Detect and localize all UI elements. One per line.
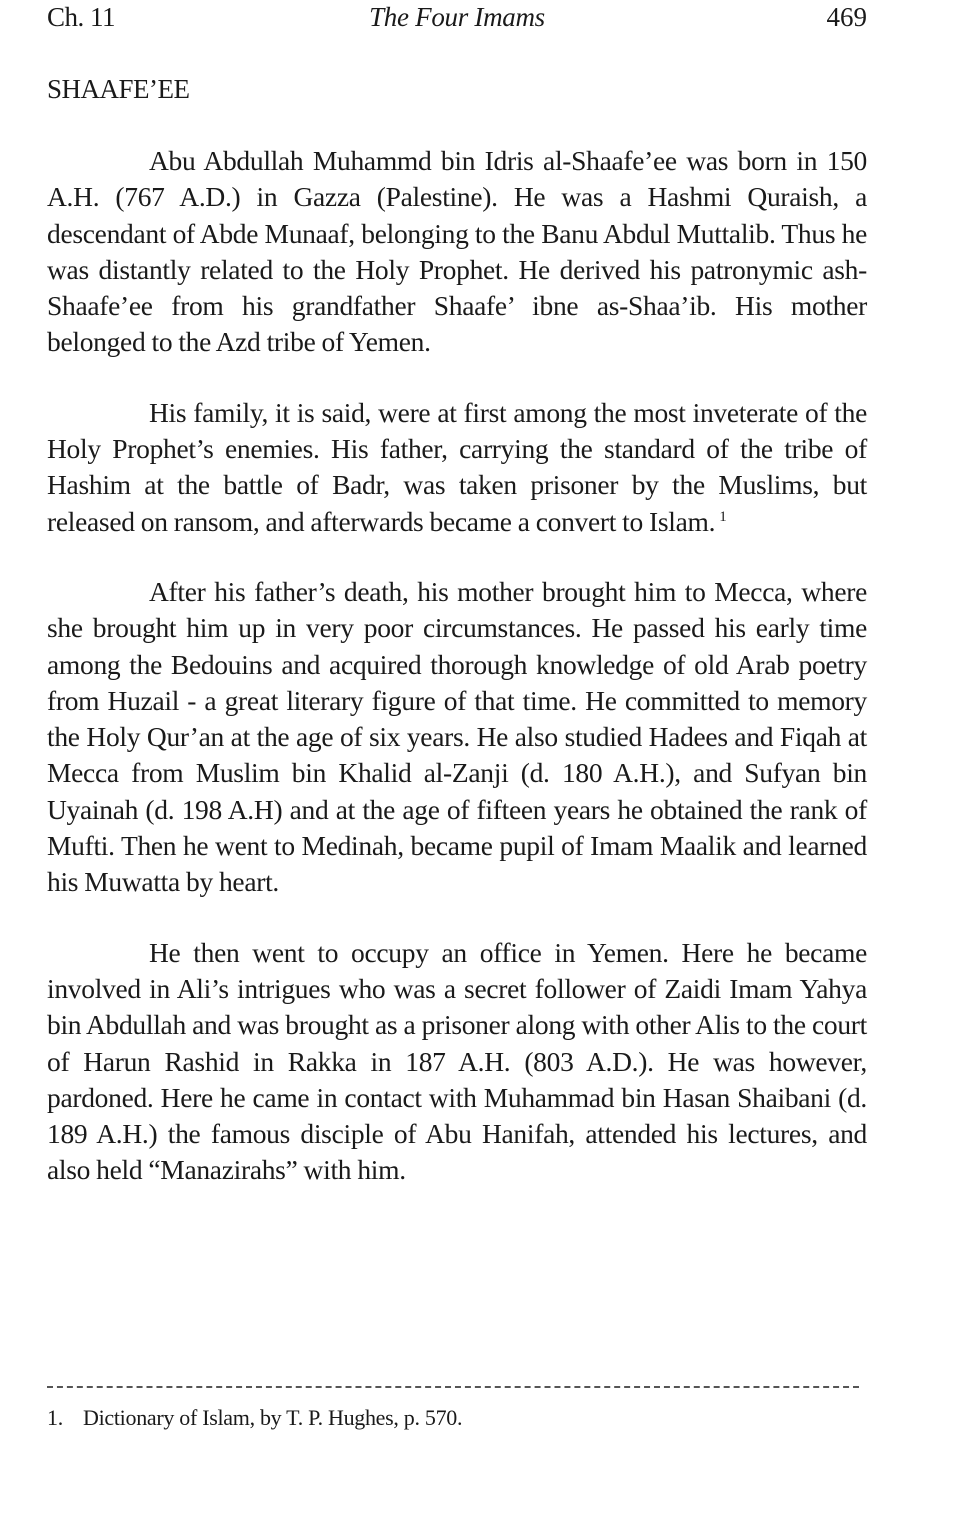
book-title: The Four Imams [369,2,545,32]
running-head [47,0,867,36]
footnote-text: Dictionary of Islam, by T. P. Hughes, p. 570. [83,1405,463,1430]
paragraph-3 [47,574,867,901]
paragraph-2 [47,395,867,540]
section-heading: SHAAFE’EE [47,74,190,104]
footnote-reference[interactable]: 1 [719,508,727,525]
footnote-divider [47,1386,859,1388]
page-number: 469 [826,2,867,32]
footnote-number: 1. [47,1405,63,1430]
paragraph-text: His family, it is said, were at first among the most inveterate of the Holy Prophet’s enemies. His father, carrying the standard of the tribe of Hashim at the battle of Badr, was taken prisoner by the Muslims, but released on ransom, and afterwards became a convert to Islam. [47,396,867,537]
paragraph-text: He then went to occupy an office in Yemen. Here he became involved in Ali’s intrigues who was a secret follower of Zaidi Imam Yahya bin Abdullah and was brought as a prisoner along with other Alis to the court of Harun Rashid in Rakka in 187 A.H. (803 A.D.). He was however, pardoned. Here he came in contact with Muhammad bin Hasan Shaibani (d. 189 A.H.) the famous disciple of Abu Hanifah, attended his lectures, and also held “Manazirahs” with him. [47,936,867,1186]
paragraph-text: After his father’s death, his mother brought him to Mecca, where she brought him up in very poor circumstances. He passed his early time among the Bedouins and acquired thorough knowledge of old Arab poetry from Huzail - a great literary figure of that time. He committed to memory the Holy Qur’an at the age of six years. He also studied Hadees and Fiqah at Mecca from Muslim bin Khalid al-Zanji (d. 180 A.H.), and Sufyan bin Uyainah (d. 198 A.H) and at the age of fifteen years he obtained the rank of Mufti. Then he went to Medinah, became pupil of Imam Maalik and learned his Muwatta by heart. [47,575,867,898]
footnote-1 [47,1403,462,1433]
paragraph-4 [47,935,867,1189]
paragraph-1 [47,143,867,361]
paragraph-text: Abu Abdullah Muhammd bin Idris al-Shaafe’ee was born in 150 A.H. (767 A.D.) in Gazza (Palestine). He was a Hashmi Quraish, a descendant of Abde Munaaf, belonging to the Banu Abdul Muttalib. Thus he was distantly related to the Holy Prophet. He derived his patronymic ash-Shaafe’ee from his grandfather Shaafe’ ibne as-Shaa’ib. His mother belonged to the Azd tribe of Yemen. [47,145,867,358]
body-text [47,143,867,1189]
chapter-label: Ch. 11 [47,2,116,32]
